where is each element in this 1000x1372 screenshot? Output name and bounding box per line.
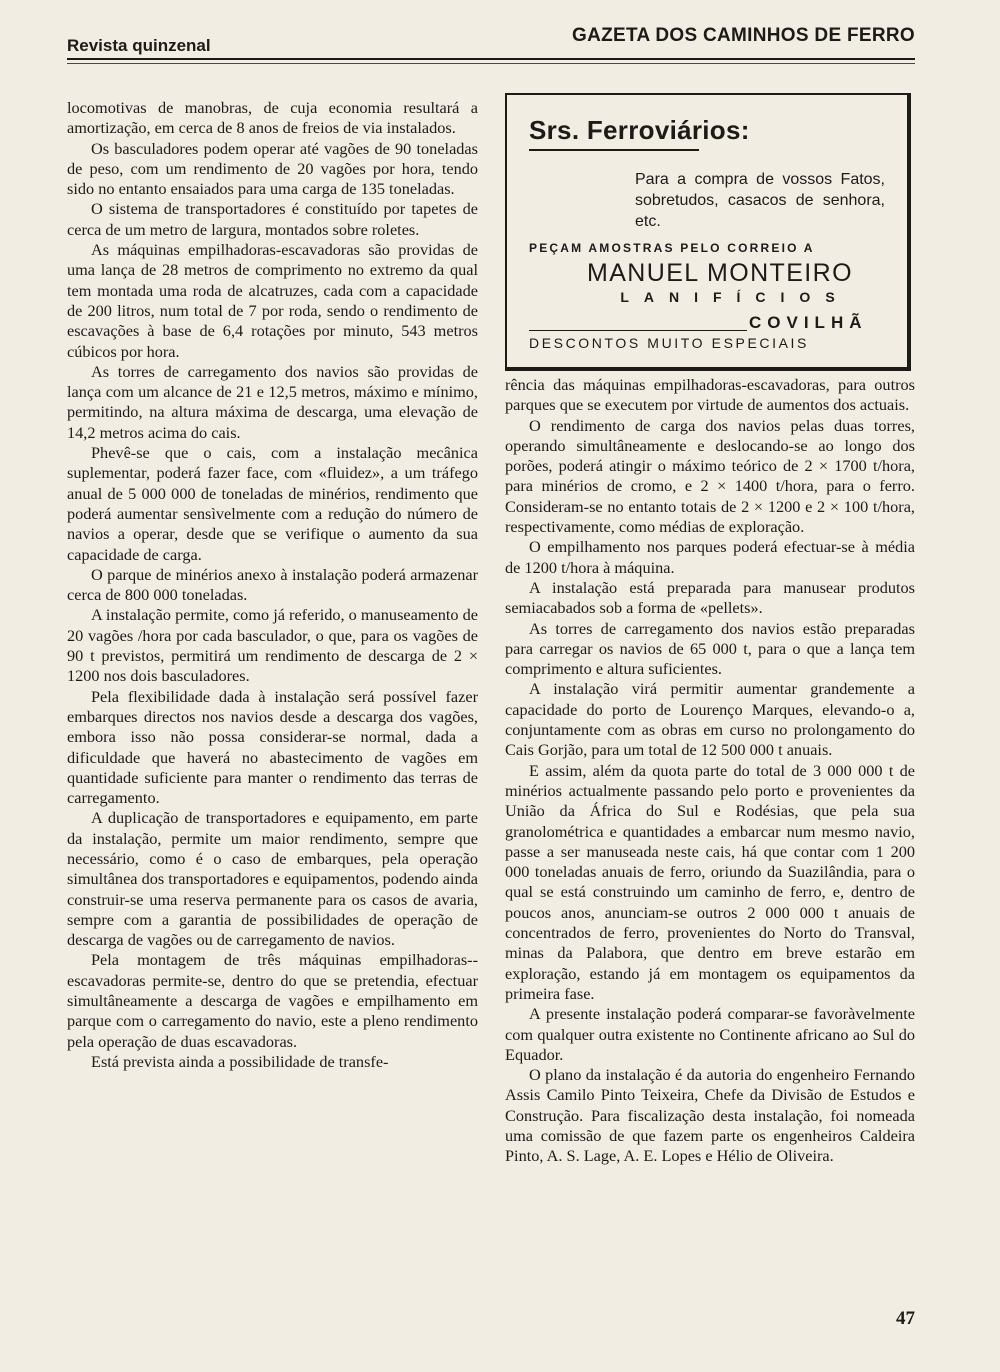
page-header: [67, 22, 915, 62]
left-column: [67, 98, 478, 1072]
paragraph: Está prevista ainda a possibilidade de transfe-: [91, 1051, 389, 1071]
ad-title: Srs. Ferroviários:: [529, 115, 750, 145]
right-column: [505, 375, 915, 1167]
paragraph: Pela montagem de três máquinas empilhadoras--escavadoras permite-se, dentro do que se pretendia, efectuar simultâneamente a descarga de vagões e empilhamento em parque com o carregamento do navio, este a pleno rendimento pela operação de duas escavadoras.: [67, 950, 478, 1051]
header-rule: [67, 58, 915, 60]
ad-merchant-name: MANUEL MONTEIRO: [587, 259, 853, 287]
paragraph: O rendimento de carga dos navios pelas duas torres, operando simultâneamente e deslocando-se ao longo dos porões, poderá atingir o máximo teórico de 2 × 1700 t/hora, para minérios de cromo, e 2 × 1400 t/hora, para o ferro. Consideram-se no entanto totais de 2 × 1200 e 2 × 100 t/hora, respectivamente, como médias de exploração.: [505, 415, 915, 537]
paragraph: O parque de minérios anexo à instalação poderá armazenar cerca de 800 000 toneladas.: [67, 564, 478, 605]
page-number: 47: [896, 1308, 915, 1329]
advertisement-box: [505, 93, 911, 371]
paragraph: locomotivas de manobras, de cuja economia resultará a amortização, em cerca de 8 anos de freios de via instalados.: [67, 98, 478, 138]
paragraph: A instalação permite, como já referido, o manuseamento de 20 vagões /hora por cada basculador, o que, para os vagões de 90 t previstos, permitirá um rendimento de descarga de 2 × 1200 nos dois basculadores.: [67, 605, 478, 686]
paragraph: Os basculadores podem operar até vagões de 90 toneladas de peso, com um rendimento de 20 vagões por hora, tendo sido no entanto ensaiados para uma carga de 135 toneladas.: [67, 138, 478, 199]
ad-city: COVILHÃ: [749, 313, 868, 332]
paragraph: As torres de carregamento dos navios são providas de lança com um alcance de 21 e 12,5 metros, máximo e mínimo, permitindo, na altura máxima de descarga, uma elevação de 14,2 metros acima do cais.: [67, 361, 478, 442]
paragraph: Phevê-se que o cais, com a instalação mecânica suplementar, poderá fazer face, com «fluidez», a um tráfego anual de 5 000 000 de toneladas de minérios, rendimento que poderá aumentar sensìvelmente com a redução do número de navios a operar, desde que se verifique o aumento da sua capacidade de carga.: [67, 443, 478, 564]
paragraph: A instalação está preparada para manusear produtos semiacabados sob a forma de «pellets».: [505, 577, 915, 618]
paragraph: A duplicação de transportadores e equipamento, em parte da instalação, permite um maior rendimento, sempre que necessário, como é o caso de embarques, pela operação simultânea dos transportadores e equipamentos, podendo ainda construir-se uma reserva permanente para os casos de avaria, sempre com a garantia de possibilidades de operação de descarga de vagões ou de carregamento de navios.: [67, 808, 478, 950]
paragraph: A presente instalação poderá comparar-se favoràvelmente com qualquer outra existente no Continente africano ao Sul do Equador.: [505, 1004, 915, 1064]
ad-request-text: PEÇAM AMOSTRAS PELO CORREIO A: [529, 241, 815, 255]
paragraph: As torres de carregamento dos navios estão preparadas para carregar os navios de 65 000 t, para o que a lança tem comprimento e altura suficientes.: [505, 618, 915, 679]
header-right-text: GAZETA DOS CAMINHOS DE FERRO: [571, 25, 915, 46]
paragraph: A instalação virá permitir aumentar grandemente a capacidade do porto de Lourenço Marques, elevando-o a, conjuntamente com as obras em curso no prolongamento do Cais Gorjão, para um total de 12 500 000 t anuais.: [505, 679, 915, 760]
header-left-text: Revista quinzenal: [67, 36, 211, 55]
ad-divider-line: [529, 330, 747, 331]
paragraph: O plano da instalação é da autoria do engenheiro Fernando Assis Camilo Pinto Teixeira, Chefe da Divisão de Estudos e Construção. Para fiscalização desta instalação, foi nomeada uma comissão de que fazem parte os engenheiros Caldeira Pinto, A. S. Lage, A. E. Lopes e Hélio de Oliveira.: [505, 1065, 915, 1166]
paragraph: rência das máquinas empilhadoras-escavadoras, para outros parques que se executem por virtude de aumentos dos actuais.: [505, 375, 915, 415]
paragraph: Pela flexibilidade dada à instalação será possível fazer embarques directos nos navios desde a descarga dos vagões, embora isso não possa considerar-se normal, dada a dificuldade que haverá no abastecimento de vagões em quantidade suficiente para manter o rendimento das terras de carregamento.: [67, 686, 478, 808]
paragraph: O sistema de transportadores é constituído por tapetes de cerca de um metro de largura, montados sobre roletes.: [67, 199, 478, 239]
ad-offer-text: Para a compra de vossos Fatos, sobretudos, casacos de senhora, etc.: [635, 171, 885, 230]
header-rule-secondary: [67, 63, 915, 64]
paragraph: As máquinas empilhadoras-escavadoras são providas de uma lança de 28 metros de comprimento no extremo da qual tem montada uma roda de alcatruzes, cada com a capacidade de 200 litros, num total de 7 por roda, sendo o rendimento de escavações à base de 6,4 rotações por minuto, 543 metros cúbicos por hora.: [67, 240, 478, 361]
paragraph: E assim, além da quota parte do total de 3 000 000 t de minérios actualmente passando pelo porto e provenientes da União da África do Sul e Rodésias, que pela sua granolométrica e quantidades a embarcar num mesmo navio, passe a ser manuseada neste cais, há que contar com 1 200 000 toneladas anuais de ferro, oriundo da Suazilândia, para o qual se está construindo um caminho de ferro, e, dentro de poucos anos, anunciam-se outros 2 000 000 t anuais de concentrados de ferro, provenientes do Norto do Transval, minas da Palabora, que dentro em breve estarão em exploração, estando já em montagem os equipamentos da primeira fase.: [505, 760, 915, 1003]
ad-company-type: LANIFÍCIOS: [620, 289, 850, 305]
ad-title-underline: [529, 149, 699, 151]
ad-discount-text: DESCONTOS MUITO ESPECIAIS: [529, 335, 809, 351]
paragraph: O empilhamento nos parques poderá efectuar-se à média de 1200 t/hora à máquina.: [505, 537, 915, 577]
